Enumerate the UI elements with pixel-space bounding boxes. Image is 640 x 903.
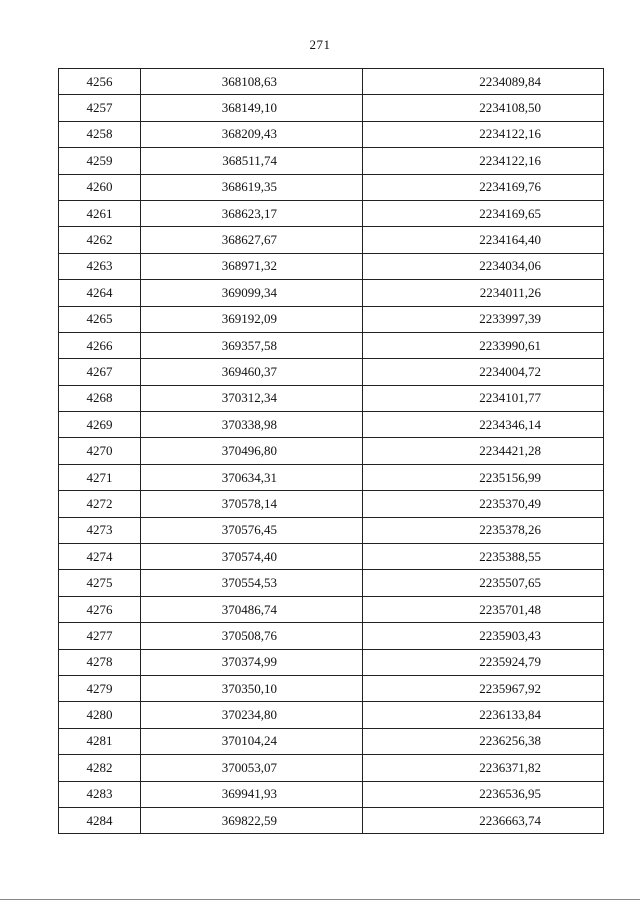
y-coordinate-cell: 2234421,28 <box>363 438 604 464</box>
point-number-cell: 4283 <box>59 781 141 807</box>
y-coordinate-cell: 2235370,49 <box>363 491 604 517</box>
y-coordinate-cell: 2236256,38 <box>363 728 604 754</box>
y-coordinate-cell: 2235967,92 <box>363 675 604 701</box>
x-coordinate-cell: 369099,34 <box>141 280 363 306</box>
point-number-cell: 4275 <box>59 570 141 596</box>
table-row <box>59 807 604 833</box>
table-row <box>59 570 604 596</box>
x-coordinate-cell: 369192,09 <box>141 306 363 332</box>
y-coordinate-cell: 2235924,79 <box>363 649 604 675</box>
y-coordinate-cell: 2236371,82 <box>363 755 604 781</box>
coordinate-table-body <box>59 69 604 834</box>
table-row <box>59 385 604 411</box>
table-row <box>59 596 604 622</box>
point-number-cell: 4284 <box>59 807 141 833</box>
point-number-cell: 4256 <box>59 69 141 95</box>
y-coordinate-cell: 2236536,95 <box>363 781 604 807</box>
x-coordinate-cell: 370578,14 <box>141 491 363 517</box>
x-coordinate-cell: 368511,74 <box>141 148 363 174</box>
y-coordinate-cell: 2234101,77 <box>363 385 604 411</box>
table-row <box>59 121 604 147</box>
point-number-cell: 4261 <box>59 200 141 226</box>
point-number-cell: 4265 <box>59 306 141 332</box>
table-row <box>59 306 604 332</box>
x-coordinate-cell: 370554,53 <box>141 570 363 596</box>
y-coordinate-cell: 2235378,26 <box>363 517 604 543</box>
x-coordinate-cell: 370496,80 <box>141 438 363 464</box>
x-coordinate-cell: 368623,17 <box>141 200 363 226</box>
table-row <box>59 623 604 649</box>
x-coordinate-cell: 370634,31 <box>141 464 363 490</box>
y-coordinate-cell: 2235903,43 <box>363 623 604 649</box>
x-coordinate-cell: 368627,67 <box>141 227 363 253</box>
point-number-cell: 4272 <box>59 491 141 517</box>
point-number-cell: 4257 <box>59 95 141 121</box>
point-number-cell: 4263 <box>59 253 141 279</box>
table-row <box>59 755 604 781</box>
x-coordinate-cell: 369822,59 <box>141 807 363 833</box>
table-row <box>59 174 604 200</box>
coordinate-table <box>58 68 604 834</box>
y-coordinate-cell: 2236663,74 <box>363 807 604 833</box>
y-coordinate-cell: 2234169,76 <box>363 174 604 200</box>
y-coordinate-cell: 2234169,65 <box>363 200 604 226</box>
table-row <box>59 675 604 701</box>
point-number-cell: 4269 <box>59 412 141 438</box>
table-row <box>59 227 604 253</box>
x-coordinate-cell: 370234,80 <box>141 702 363 728</box>
point-number-cell: 4264 <box>59 280 141 306</box>
x-coordinate-cell: 370104,24 <box>141 728 363 754</box>
point-number-cell: 4279 <box>59 675 141 701</box>
point-number-cell: 4266 <box>59 332 141 358</box>
y-coordinate-cell: 2234122,16 <box>363 121 604 147</box>
x-coordinate-cell: 369460,37 <box>141 359 363 385</box>
table-row <box>59 491 604 517</box>
table-row <box>59 438 604 464</box>
table-row <box>59 95 604 121</box>
point-number-cell: 4278 <box>59 649 141 675</box>
table-row <box>59 148 604 174</box>
point-number-cell: 4273 <box>59 517 141 543</box>
y-coordinate-cell: 2234034,06 <box>363 253 604 279</box>
table-row <box>59 253 604 279</box>
x-coordinate-cell: 369357,58 <box>141 332 363 358</box>
x-coordinate-cell: 368619,35 <box>141 174 363 200</box>
table-row <box>59 781 604 807</box>
x-coordinate-cell: 370574,40 <box>141 544 363 570</box>
table-row <box>59 332 604 358</box>
table-row <box>59 359 604 385</box>
table-row <box>59 464 604 490</box>
point-number-cell: 4259 <box>59 148 141 174</box>
point-number-cell: 4276 <box>59 596 141 622</box>
table-row <box>59 412 604 438</box>
point-number-cell: 4274 <box>59 544 141 570</box>
x-coordinate-cell: 369941,93 <box>141 781 363 807</box>
table-row <box>59 69 604 95</box>
y-coordinate-cell: 2235507,65 <box>363 570 604 596</box>
x-coordinate-cell: 370350,10 <box>141 675 363 701</box>
x-coordinate-cell: 368149,10 <box>141 95 363 121</box>
table-row <box>59 517 604 543</box>
point-number-cell: 4282 <box>59 755 141 781</box>
x-coordinate-cell: 368209,43 <box>141 121 363 147</box>
x-coordinate-cell: 370312,34 <box>141 385 363 411</box>
table-row <box>59 649 604 675</box>
x-coordinate-cell: 370486,74 <box>141 596 363 622</box>
x-coordinate-cell: 370576,45 <box>141 517 363 543</box>
y-coordinate-cell: 2235388,55 <box>363 544 604 570</box>
y-coordinate-cell: 2235701,48 <box>363 596 604 622</box>
y-coordinate-cell: 2233990,61 <box>363 332 604 358</box>
table-row <box>59 200 604 226</box>
y-coordinate-cell: 2234089,84 <box>363 69 604 95</box>
point-number-cell: 4260 <box>59 174 141 200</box>
y-coordinate-cell: 2236133,84 <box>363 702 604 728</box>
x-coordinate-cell: 370508,76 <box>141 623 363 649</box>
point-number-cell: 4270 <box>59 438 141 464</box>
table-row <box>59 728 604 754</box>
y-coordinate-cell: 2233997,39 <box>363 306 604 332</box>
y-coordinate-cell: 2234122,16 <box>363 148 604 174</box>
page-number: 271 <box>309 37 331 52</box>
point-number-cell: 4262 <box>59 227 141 253</box>
point-number-cell: 4268 <box>59 385 141 411</box>
x-coordinate-cell: 370374,99 <box>141 649 363 675</box>
point-number-cell: 4277 <box>59 623 141 649</box>
y-coordinate-cell: 2234164,40 <box>363 227 604 253</box>
y-coordinate-cell: 2235156,99 <box>363 464 604 490</box>
y-coordinate-cell: 2234011,26 <box>363 280 604 306</box>
table-row <box>59 544 604 570</box>
point-number-cell: 4258 <box>59 121 141 147</box>
y-coordinate-cell: 2234108,50 <box>363 95 604 121</box>
point-number-cell: 4271 <box>59 464 141 490</box>
point-number-cell: 4281 <box>59 728 141 754</box>
y-coordinate-cell: 2234346,14 <box>363 412 604 438</box>
point-number-cell: 4267 <box>59 359 141 385</box>
table-row <box>59 280 604 306</box>
page-bottom-rule <box>0 899 640 900</box>
table-row <box>59 702 604 728</box>
x-coordinate-cell: 370338,98 <box>141 412 363 438</box>
point-number-cell: 4280 <box>59 702 141 728</box>
x-coordinate-cell: 368971,32 <box>141 253 363 279</box>
y-coordinate-cell: 2234004,72 <box>363 359 604 385</box>
x-coordinate-cell: 370053,07 <box>141 755 363 781</box>
x-coordinate-cell: 368108,63 <box>141 69 363 95</box>
